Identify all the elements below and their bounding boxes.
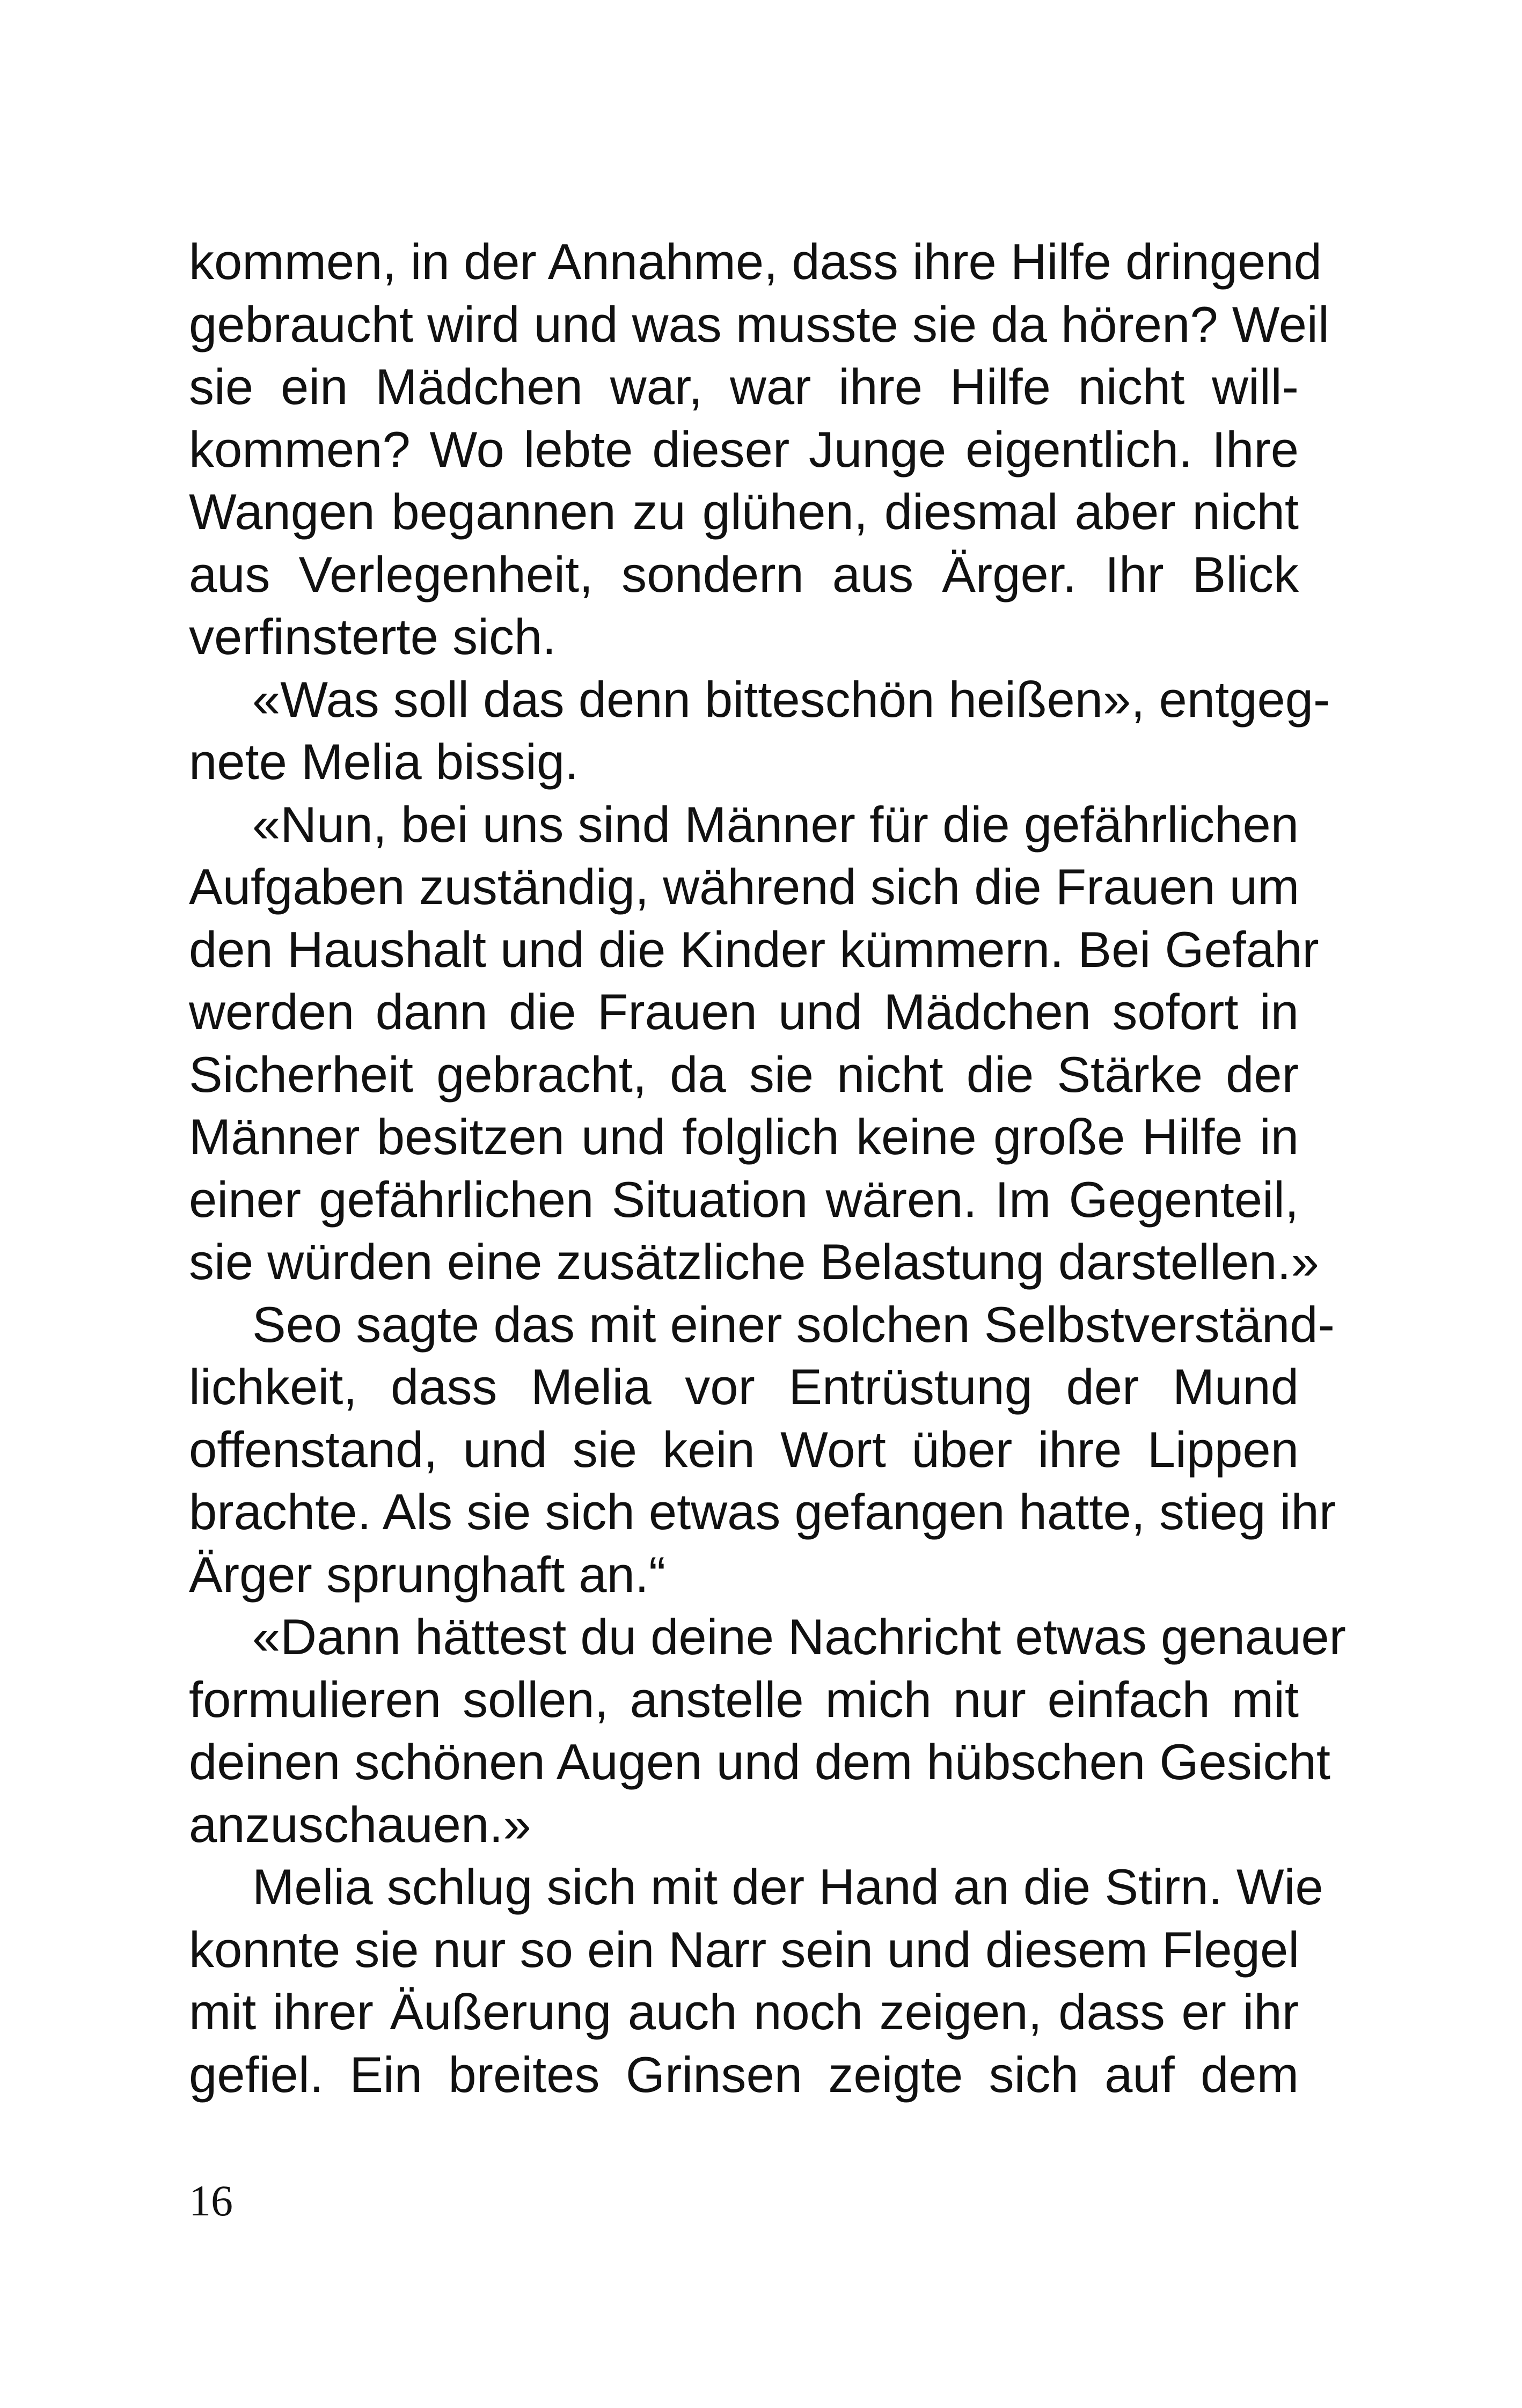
text-line: kommen? Wo lebte dieser Junge eigentlich. Ihre [189, 421, 1299, 478]
text-line: sie ein Mädchen war, war ihre Hilfe nicht will- [189, 358, 1299, 415]
page-number: 16 [189, 2176, 233, 2225]
text-line: aus Verlegenheit, sondern aus Ärger. Ihr Blick [189, 546, 1299, 603]
text-line: offenstand, und sie kein Wort über ihre Lippen [189, 1421, 1299, 1478]
text-line: kommen, in der Annahme, dass ihre Hilfe dringend [189, 233, 1322, 290]
text-line: werden dann die Frauen und Mädchen sofort in [189, 983, 1299, 1040]
text-line: brachte. Als sie sich etwas gefangen hatte, stieg ihr [189, 1484, 1336, 1540]
text-line: Männer besitzen und folglich keine große Hilfe in [189, 1108, 1299, 1165]
text-line: «Nun, bei uns sind Männer für die gefährlichen [252, 796, 1299, 853]
text-line: gebraucht wird und was musste sie da hören? Weil [189, 296, 1329, 353]
body-text [189, 231, 1346, 2106]
text-line: lichkeit, dass Melia vor Entrüstung der Mund [189, 1359, 1299, 1415]
text-line: anzuschauen.» [189, 1796, 531, 1853]
text-line: Aufgaben zuständig, während sich die Frauen um [189, 858, 1300, 915]
text-line: deinen schönen Augen und dem hübschen Gesicht [189, 1734, 1331, 1790]
text-line: Ärger sprunghaft an.“ [189, 1546, 666, 1603]
text-line: nete Melia bissig. [189, 733, 579, 790]
text-line: sie würden eine zusätzliche Belastung darstellen.» [189, 1234, 1319, 1290]
text-line: formulieren sollen, anstelle mich nur einfach mit [189, 1671, 1299, 1728]
text-line: einer gefährlichen Situation wären. Im Gegenteil, [189, 1171, 1299, 1228]
text-line: «Dann hättest du deine Nachricht etwas genauer [252, 1609, 1346, 1665]
text-line: mit ihrer Äußerung auch noch zeigen, dass er ihr [189, 1984, 1299, 2040]
text-line: Melia schlug sich mit der Hand an die Stirn. Wie [252, 1859, 1323, 1915]
text-line: konnte sie nur so ein Narr sein und diesem Flegel [189, 1921, 1300, 1978]
text-line: Seo sagte das mit einer solchen Selbstverständ- [252, 1296, 1335, 1353]
text-line: «Was soll das denn bitteschön heißen», entgeg- [252, 671, 1330, 728]
text-line: verfinsterte sich. [189, 608, 557, 665]
text-line: den Haushalt und die Kinder kümmern. Bei Gefahr [189, 921, 1319, 978]
text-line: gefiel. Ein breites Grinsen zeigte sich auf dem [189, 2046, 1299, 2103]
text-line: Sicherheit gebracht, da sie nicht die Stärke der [189, 1046, 1299, 1103]
text-line: Wangen begannen zu glühen, diesmal aber nicht [189, 483, 1299, 540]
